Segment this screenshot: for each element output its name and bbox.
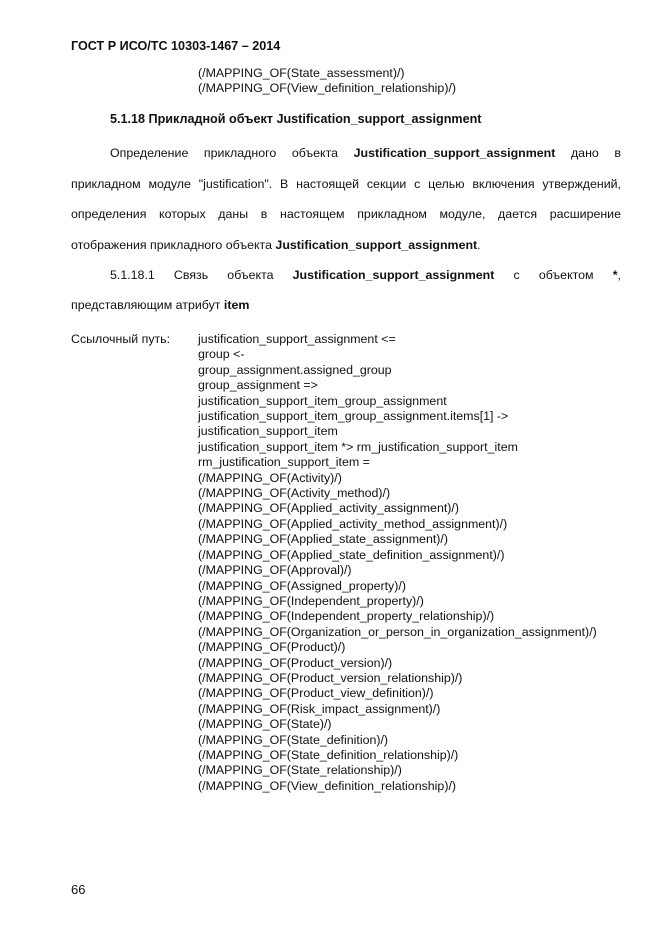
continued-mapping-lines [198,66,456,97]
reference-path-line: (/MAPPING_OF(Applied_activity_assignment)/) [198,501,459,516]
reference-path-label: Ссылочный путь: [71,332,171,346]
reference-path-line: justification_support_item_group_assignment [198,393,447,408]
reference-path-line: (/MAPPING_OF(Approval)/) [198,563,352,578]
reference-path-line: (/MAPPING_OF(State)/) [198,717,332,732]
reference-path-line: rm_justification_support_item = [198,455,370,470]
text-run: представляющим атрибут [71,298,224,312]
page-number: 66 [71,882,86,897]
text-run: отображения прикладного объекта [71,238,276,252]
reference-path-lines [198,332,597,794]
reference-path-line: (/MAPPING_OF(Applied_state_assignment)/) [198,532,448,547]
reference-path-line: (/MAPPING_OF(Activity)/) [198,470,342,485]
reference-path-line: justification_support_item [198,424,338,439]
reference-path-line: (/MAPPING_OF(State_definition_relationship)/) [198,747,459,762]
reference-path-line: group_assignment => [198,378,318,393]
text-run: 5.1.18.1 Связь объекта [110,268,293,282]
reference-path-line: (/MAPPING_OF(Applied_activity_method_assignment)/) [198,516,508,531]
entity-name: Justification_support_assignment [353,146,556,160]
reference-path-line: (/MAPPING_OF(Product_view_definition)/) [198,686,434,701]
entity-name: Justification_support_assignment [275,238,478,252]
subsection-line [71,268,621,282]
subsection-line [71,298,621,312]
reference-path-line: (/MAPPING_OF(Product_version)/) [198,655,393,670]
reference-path-line: group_assignment.assigned_group [198,362,392,377]
paragraph-line [71,238,621,252]
reference-path-line: (/MAPPING_OF(Independent_property)/) [198,593,424,608]
reference-path-line: (/MAPPING_OF(Assigned_property)/) [198,578,406,593]
text-run: . [477,238,481,252]
attribute-name: item [223,298,250,312]
reference-path-line: (/MAPPING_OF(View_definition_relationship)/) [198,778,457,793]
reference-path-line: (/MAPPING_OF(Product_version_relationship)/) [198,670,463,685]
reference-path-line: (/MAPPING_OF(State_relationship)/) [198,763,402,778]
reference-path-line: justification_support_item_group_assignment.items[1] -> [198,409,509,424]
text-run: , [617,268,621,282]
reference-path-line: (/MAPPING_OF(Organization_or_person_in_organization_assignment)/) [198,624,597,639]
reference-path-line: (/MAPPING_OF(Product)/) [198,640,346,655]
mapping-line: (/MAPPING_OF(State_assessment)/) [198,66,405,80]
section-title: 5.1.18 Прикладной объект Justification_support_assignment [110,112,482,126]
text-run: Определение прикладного объекта [110,146,354,160]
reference-path-line: (/MAPPING_OF(Risk_impact_assignment)/) [198,701,441,716]
entity-name: Justification_support_assignment [292,268,495,282]
paragraph-line: прикладном модуле "justification". В настоящей секции с целью включения утверждений, [71,177,621,191]
reference-path-line: group <- [198,347,245,362]
reference-path-line: (/MAPPING_OF(State_definition)/) [198,732,389,747]
target-entity: * [612,268,618,282]
reference-path-line: (/MAPPING_OF(Applied_state_definition_assignment)/) [198,547,505,562]
text-run: с объектом [494,268,613,282]
reference-path-line: justification_support_assignment <= [198,332,396,346]
document-header: ГОСТ Р ИСО/ТС 10303-1467 – 2014 [71,39,281,53]
mapping-line: (/MAPPING_OF(View_definition_relationship)/) [198,81,457,96]
paragraph-line [71,146,621,160]
reference-path-line: (/MAPPING_OF(Independent_property_relationship)/) [198,609,495,624]
paragraph-line: определения которых даны в настоящем прикладном модуле, дается расширение [71,207,621,221]
reference-path-line: (/MAPPING_OF(Activity_method)/) [198,486,391,501]
reference-path-line: justification_support_item *> rm_justification_support_item [198,439,518,454]
text-run: дано в [555,146,621,160]
